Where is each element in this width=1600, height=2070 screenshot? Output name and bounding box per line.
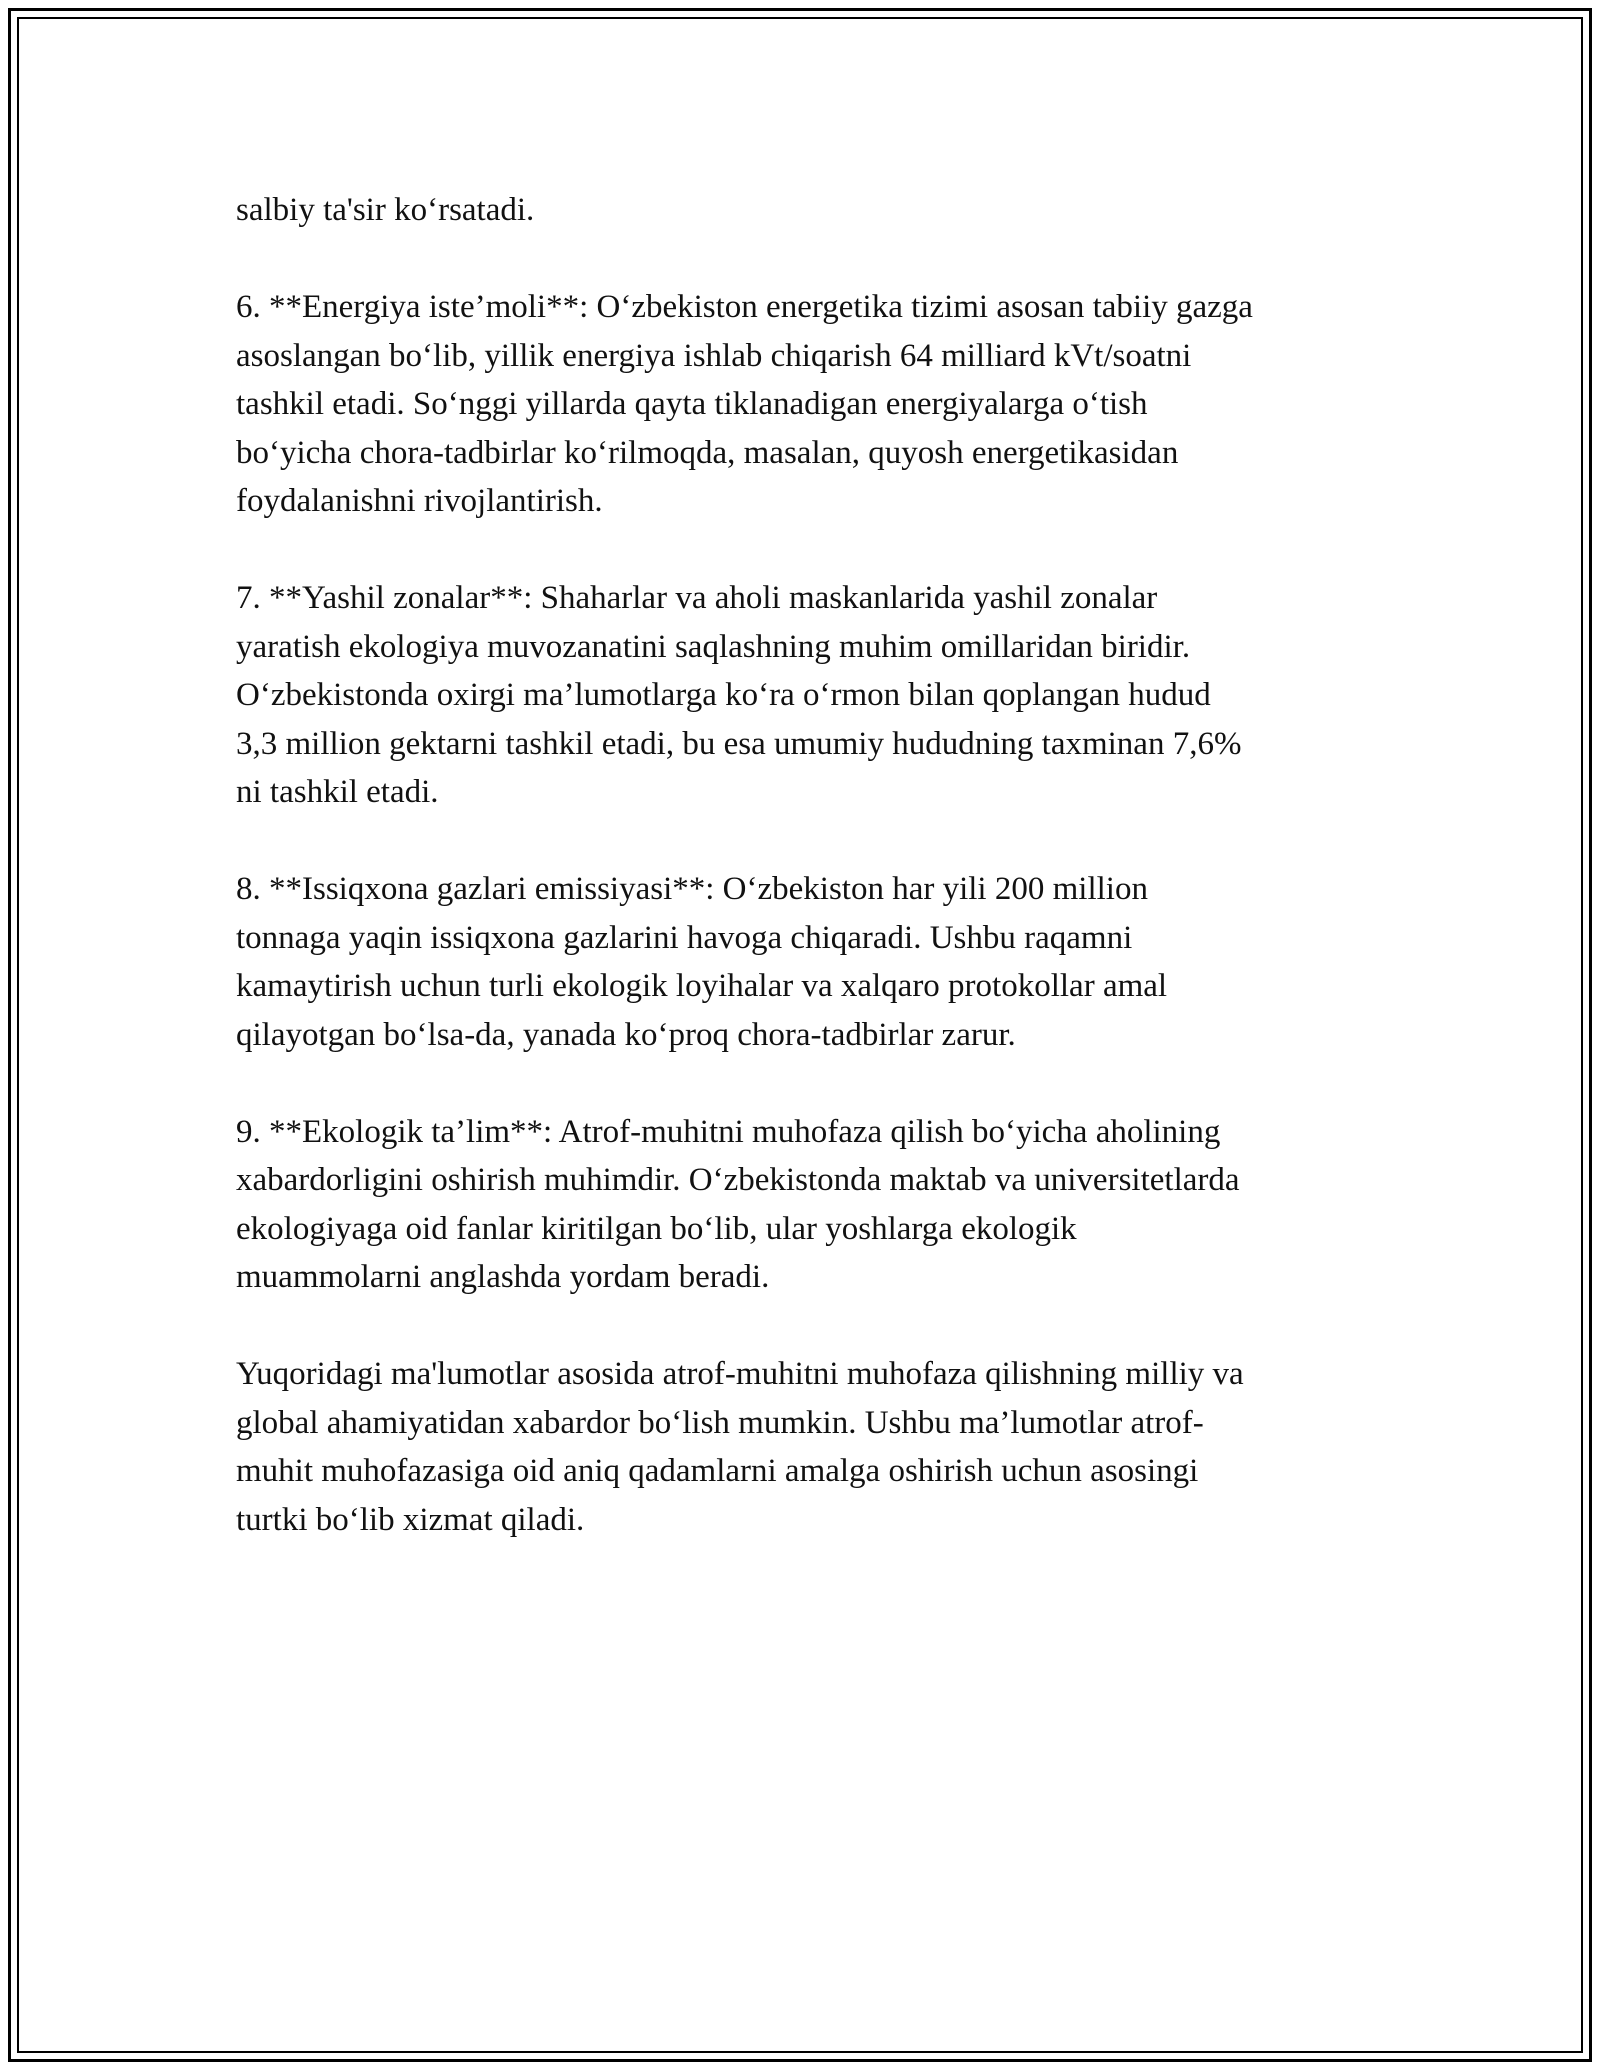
- paragraph-continuation: salbiy ta'sir ko‘rsatadi.: [236, 192, 535, 228]
- paragraph-energy-consumption: 6. **Energiya iste’moli**: O‘zbekiston energetika tizimi asosan tabiiy gazga asoslangan bo‘lib, yillik energiya ishlab chiqarish 64 milliard kVt/soatni tashkil etadi. So‘nggi yillarda qayta tiklanadigan energiyalarga o‘tish bo‘yicha chora-tadbirlar ko‘rilmoqda, masalan, quyosh energetikasidan foydalanishni rivojlantirish.: [236, 289, 1253, 519]
- paragraph-ecological-education: 9. **Ekologik ta’lim**: Atrof-muhitni muhofaza qilish bo‘yicha aholining xabardorligini oshirish muhimdir. O‘zbekistonda maktab va universitetlarda ekologiyaga oid fanlar kiritilgan bo‘lib, ular yoshlarga ekologik muammolarni anglashda yordam beradi.: [236, 1113, 1240, 1295]
- paragraph-conclusion: Yuqoridagi ma'lumotlar asosida atrof-muhitni muhofaza qilishning milliy va global ahamiyatidan xabardor bo‘lish mumkin. Ushbu ma’lumotlar atrof- muhit muhofazasiga oid aniq qadamlarni amalga oshirish uchun asosingi turtki bo‘lib xizmat qiladi.: [236, 1356, 1244, 1538]
- paragraph-greenhouse-emissions: 8. **Issiqxona gazlari emissiyasi**: O‘zbekiston har yili 200 million tonnaga yaqin issiqxona gazlarini havoga chiqaradi. Ushbu raqamni kamaytirish uchun turli ekologik loyihalar va xalqaro protokollar amal qilayotgan bo‘lsa-da, yanada ko‘proq chora-tadbirlar zarur.: [236, 871, 1168, 1053]
- paragraph-green-zones: 7. **Yashil zonalar**: Shaharlar va aholi maskanlarida yashil zonalar yaratish ekologiya muvozanatini saqlashning muhim omillaridan biridir. O‘zbekistonda oxirgi ma’lumotlarga ko‘ra o‘rmon bilan qoplangan hudud 3,3 million gektarni tashkil etadi, bu esa umumiy hududning taxminan 7,6% ni tashkil etadi.: [236, 580, 1242, 810]
- document-body: [236, 186, 1386, 1593]
